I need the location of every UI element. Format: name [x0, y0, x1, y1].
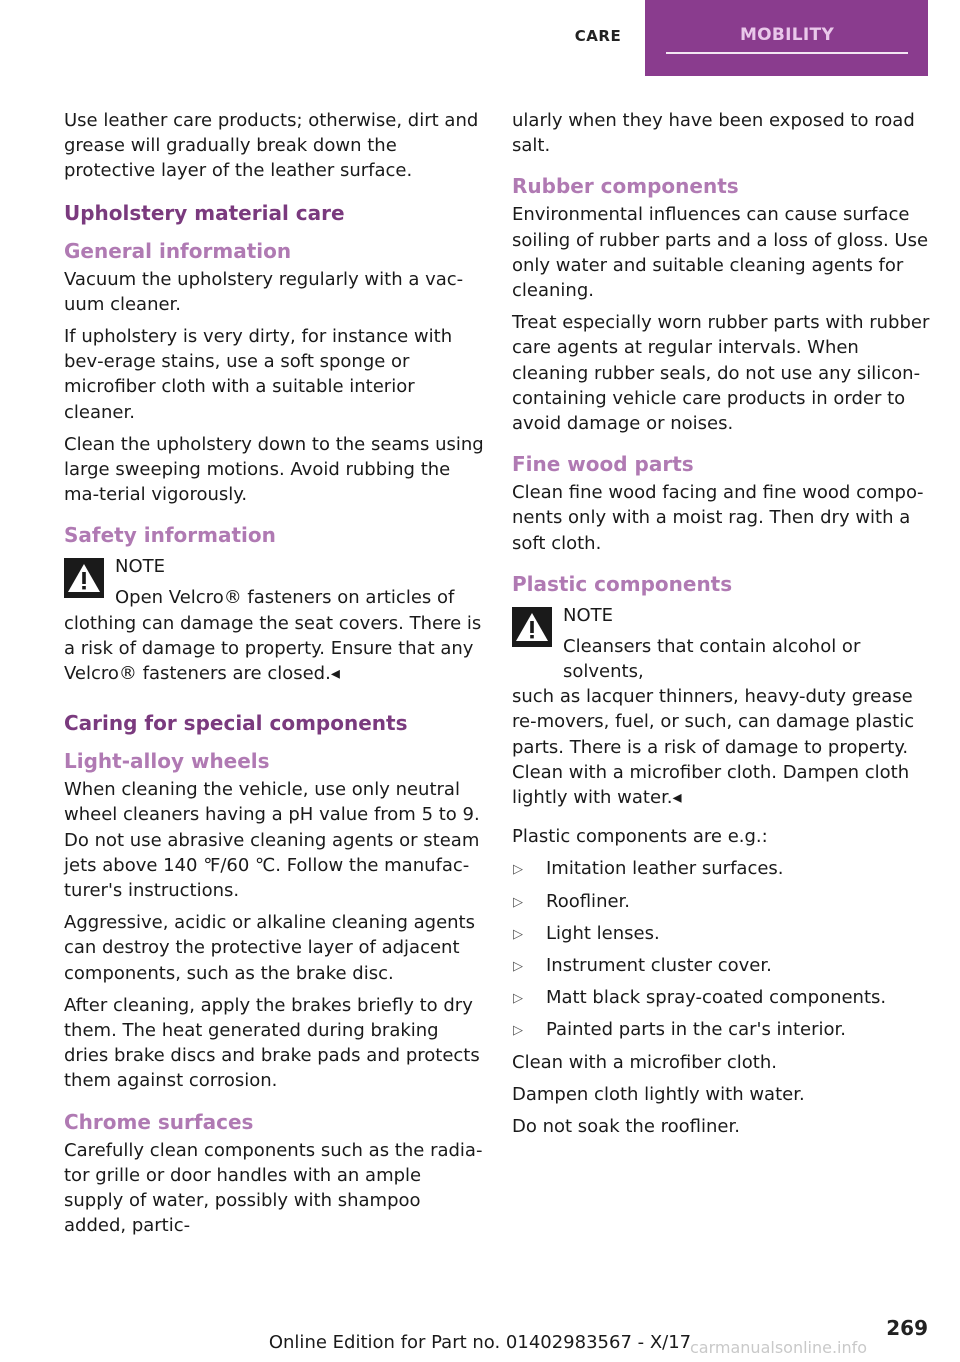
heading-plastic-components: Plastic components — [512, 571, 733, 596]
edition-footer: Online Edition for Part no. 01402983567 - X/17 — [268, 1332, 692, 1353]
warning-triangle-icon — [64, 558, 104, 598]
plastic-components-list — [512, 856, 932, 1042]
heading-rubber-components: Rubber components — [512, 174, 739, 199]
watermark: carmanualsonline.info — [690, 1338, 868, 1357]
list-item: ▷ Matt black spray-coated components. — [512, 985, 932, 1010]
note-text-first-line: Cleansers that contain alcohol or solvents, — [563, 635, 861, 683]
note-title: NOTE — [115, 556, 166, 578]
paragraph-dampen-cloth: Dampen cloth lightly with water. — [512, 1083, 805, 1105]
heading-special-components: Caring for special components — [64, 711, 408, 736]
bullet-triangle-icon: ▷ — [513, 862, 523, 878]
right-column — [512, 108, 932, 1146]
paragraph-clean-microfiber: Clean with a microfiber cloth. — [512, 1051, 777, 1073]
heading-light-alloy-wheels: Light-alloy wheels — [64, 749, 270, 774]
warning-triangle-icon — [512, 607, 552, 647]
paragraph-plastic-intro: Plastic components are e.g.: — [512, 826, 768, 848]
paragraph-wheel-cleaners: When cleaning the vehicle, use only neutral wheel cleaners having a pH value from 5 to 9. Do not use abrasive cleaning agents or steam jets above 140 ℉/60 ℃. Follow the manufac‐turer's instructions. — [64, 779, 480, 902]
note-cleansers — [512, 603, 932, 810]
heading-chrome-surfaces: Chrome surfaces — [64, 1109, 254, 1134]
paragraph-chrome-continued: ularly when they have been exposed to road salt. — [512, 110, 915, 157]
heading-upholstery-care: Upholstery material care — [64, 200, 345, 225]
paragraph-apply-brakes: After cleaning, apply the brakes briefly to dry them. The heat generated during braking dries brake discs and brake pads and protects them against corrosion. — [64, 994, 480, 1092]
heading-safety-information: Safety information — [64, 523, 276, 548]
list-item: ▷ Roofliner. — [512, 889, 932, 914]
page-number: 269 — [886, 1316, 928, 1340]
list-item: ▷ Painted parts in the car's interior. — [512, 1017, 932, 1042]
list-item: ▷ Imitation leather surfaces. — [512, 856, 932, 881]
note-title: NOTE — [563, 604, 614, 626]
paragraph-seams: Clean the upholstery down to the seams using large sweeping motions. Avoid rubbing the ma‐terial vigorously. — [64, 433, 484, 506]
paragraph-fine-wood: Clean fine wood facing and fine wood compo‐nents only with a moist rag. Then dry with a soft cloth. — [512, 482, 924, 554]
paragraph-very-dirty: If upholstery is very dirty, for instance with bev‐erage stains, use a soft sponge or microfiber cloth with a suitable interior cleaner. — [64, 326, 453, 423]
paragraph-aggressive-agents: Aggressive, acidic or alkaline cleaning agents can destroy the protective layer of adjacent components, such as the brake disc. — [64, 912, 475, 984]
paragraph-rubber-treat: Treat especially worn rubber parts with rubber care agents at regular intervals. When cleaning rubber seals, do not use any silicon-containing vehicle care products in order to avoid damage or noises. — [512, 312, 930, 435]
bullet-triangle-icon: ▷ — [513, 959, 523, 975]
note-velcro — [64, 554, 484, 686]
bullet-triangle-icon: ▷ — [513, 1023, 523, 1039]
note-text: clothing can damage the seat covers. There is a risk of damage to property. Ensure that any Velcro® fasteners are closed.◂ — [64, 612, 482, 685]
paragraph-chrome: Carefully clean components such as the radia‐tor grille or door handles with an ample supply of water, possibly with shampoo added, partic‐ — [64, 1139, 483, 1237]
left-column — [64, 108, 484, 1246]
bullet-triangle-icon: ▷ — [513, 926, 523, 942]
list-item: ▷ Light lenses. — [512, 921, 932, 946]
heading-general-information: General information — [64, 238, 292, 263]
heading-fine-wood-parts: Fine wood parts — [512, 452, 694, 477]
paragraph-do-not-soak: Do not soak the roofliner. — [512, 1116, 740, 1138]
bullet-triangle-icon: ▷ — [513, 894, 523, 910]
paragraph-vacuum: Vacuum the upholstery regularly with a vac‐uum cleaner. — [64, 268, 464, 315]
tab-care: CARE — [574, 27, 622, 45]
tab-mobility: MOBILITY — [668, 0, 906, 52]
paragraph-rubber-soiling: Environmental influences can cause surface soiling of rubber parts and a loss of gloss. Use only water and suitable cleaning agents for cleaning. — [512, 204, 929, 302]
note-text: such as lacquer thinners, heavy-duty grease re‐movers, fuel, or such, can damage plastic parts. There is a risk of damage to property. Clean with a microfiber cloth. Dampen cloth lightly with water.◂ — [512, 686, 915, 809]
leather-care-intro: Use leather care products; otherwise, dirt and grease will gradually break down the protective layer of the leather surface. — [64, 110, 479, 182]
note-text-first-line: Open Velcro® fasteners on articles of — [115, 587, 455, 609]
bullet-triangle-icon: ▷ — [513, 991, 523, 1007]
list-item: ▷ Instrument cluster cover. — [512, 953, 932, 978]
